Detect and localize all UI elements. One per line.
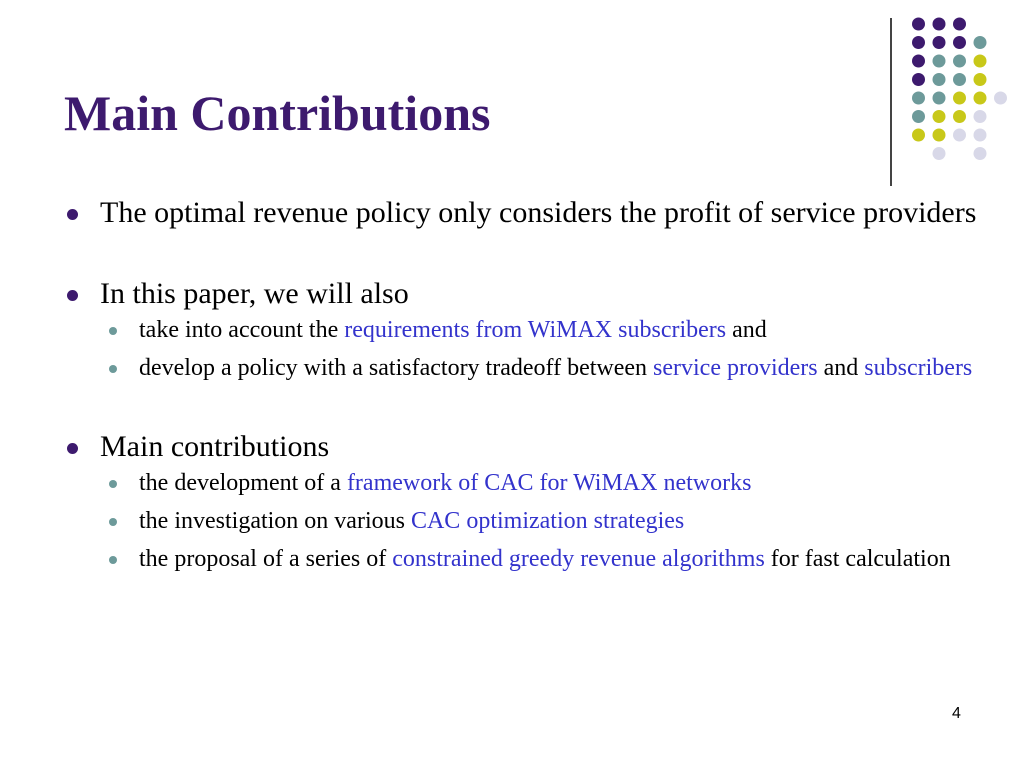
sub-bullet-dot-icon	[109, 480, 117, 488]
decorative-dot	[953, 36, 966, 49]
bullet-dot-icon	[67, 290, 78, 301]
bullet-text: Main contributions	[100, 430, 330, 463]
decorative-dot	[912, 129, 925, 142]
sub-bullet-text: for fast calculation	[764, 546, 951, 572]
bullet-item	[62, 196, 982, 229]
decorative-dot	[933, 73, 946, 86]
sub-bullet-text: develop a policy with a satisfactory tradeoff between	[139, 355, 654, 381]
bullet-item	[62, 430, 982, 463]
decorative-dot	[953, 92, 966, 105]
highlighted-text: CAC optimization strategies	[410, 508, 685, 534]
sub-bullet-dot-icon	[109, 518, 117, 526]
bullet-text: In this paper, we will also	[100, 277, 409, 310]
sub-bullet-text: the development of a	[139, 470, 347, 496]
decorative-dot	[933, 129, 946, 142]
decorative-dot	[933, 36, 946, 49]
sub-bullet-dot-icon	[109, 365, 117, 373]
bullet-dot-icon	[67, 443, 78, 454]
highlighted-text: requirements from WiMAX subscribers	[344, 317, 727, 343]
decorative-dot	[953, 55, 966, 68]
bullet-text: The optimal revenue policy only considers the profit of service providers	[100, 196, 977, 229]
decorative-dot	[953, 18, 966, 31]
decorative-dot	[953, 110, 966, 123]
bullet-list	[62, 196, 982, 574]
highlighted-text: subscribers	[864, 355, 973, 381]
highlighted-text: service providers	[653, 355, 818, 381]
decorative-dot	[912, 55, 925, 68]
sub-bullet-text: the investigation on various	[139, 508, 411, 534]
decorative-dot	[912, 18, 925, 31]
decorative-dot	[974, 55, 987, 68]
highlighted-text: framework of CAC for WiMAX networks	[346, 470, 752, 496]
decorative-dot-grid-icon	[0, 0, 1024, 200]
page-number: 4	[952, 705, 961, 722]
sub-bullet-dot-icon	[109, 556, 117, 564]
decorative-dot	[974, 129, 987, 142]
decorative-dot	[912, 73, 925, 86]
sub-bullet-text: take into account the	[139, 317, 345, 343]
decorative-dot	[933, 147, 946, 160]
bullet-item	[62, 277, 982, 310]
sub-bullet-dot-icon	[109, 327, 117, 335]
decorative-dot	[933, 18, 946, 31]
sub-bullet-item	[62, 469, 982, 498]
decorative-dot	[912, 92, 925, 105]
bullet-dot-icon	[67, 209, 78, 220]
sub-bullet-text: the proposal of a series of	[139, 546, 393, 572]
decorative-dot	[933, 92, 946, 105]
highlighted-text: constrained greedy revenue algorithms	[392, 546, 765, 572]
decorative-dot	[933, 55, 946, 68]
sub-bullet-text: and	[726, 317, 767, 343]
slide-title: Main Contributions	[64, 85, 491, 141]
decorative-dot	[953, 129, 966, 142]
sub-bullet-item	[62, 545, 982, 574]
decorative-dot	[953, 73, 966, 86]
sub-bullet-text: and	[817, 355, 865, 381]
decorative-dot	[974, 73, 987, 86]
sub-bullet-item	[62, 507, 982, 536]
decorative-dot	[994, 92, 1007, 105]
decorative-dot	[974, 92, 987, 105]
decorative-dot	[974, 147, 987, 160]
sub-bullet-item	[62, 316, 982, 345]
decorative-dot	[933, 110, 946, 123]
decorative-dot	[912, 36, 925, 49]
decorative-dot	[974, 110, 987, 123]
decorative-dot	[912, 110, 925, 123]
sub-bullet-item	[62, 354, 982, 383]
decorative-dot	[974, 36, 987, 49]
